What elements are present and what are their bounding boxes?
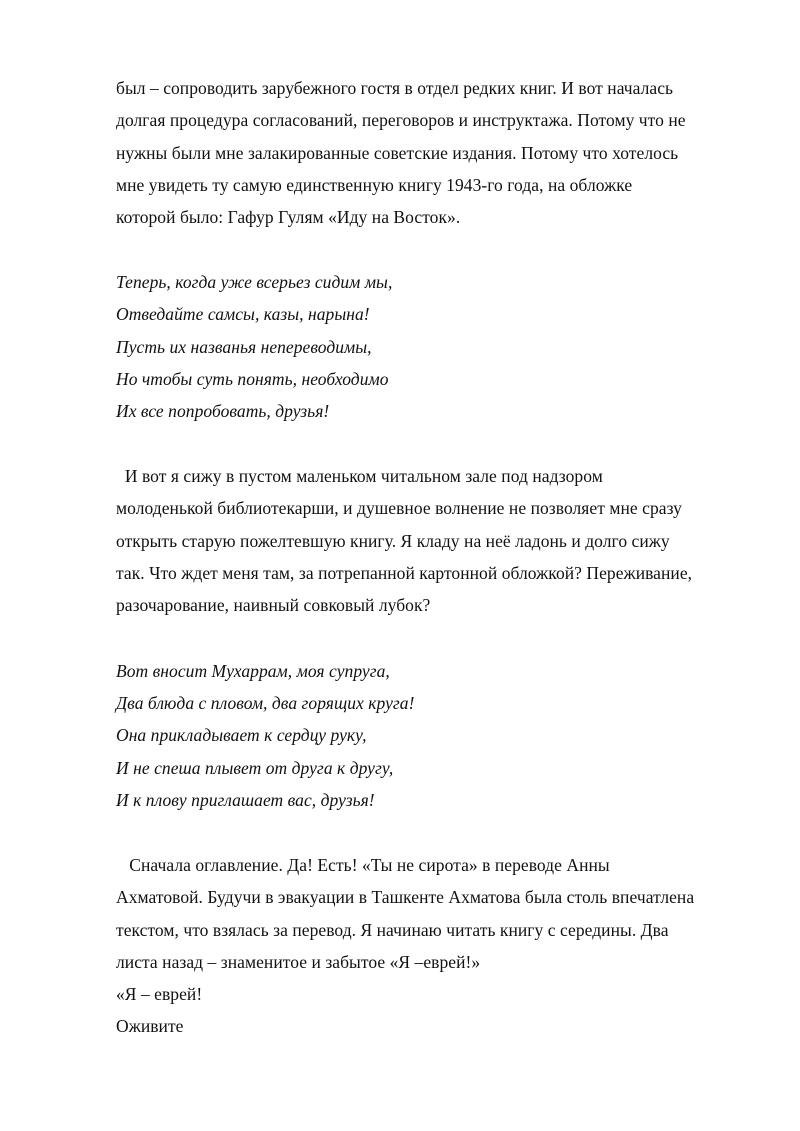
prose-line: был – сопроводить зарубежного гостя в отдел редких книг. И вот началась: [116, 78, 674, 98]
prose-line: молоденькой библиотекарши, и душевное волнение не позволяет мне сразу: [116, 498, 682, 518]
verse-line: Теперь, когда уже всерьез сидим мы,: [116, 272, 393, 292]
verse-line: И не спеша плывет от друга к другу,: [116, 758, 394, 778]
prose-line: открыть старую пожелтевшую книгу. Я кладу на неё ладонь и долго сижу: [116, 531, 670, 551]
verse-line: Отведайте самсы, казы, нарына!: [116, 304, 370, 324]
prose-line: Ахматовой. Будучи в эвакуации в Ташкенте Ахматова была столь впечатлена: [116, 887, 695, 907]
prose-line: разочарование, наивный совковый лубок?: [116, 595, 431, 615]
verse-line: Их все попробовать, друзья!: [116, 401, 330, 421]
verse-line: И к плову приглашает вас, друзья!: [116, 790, 375, 810]
prose-line: листа назад – знаменитое и забытое «Я –еврей!»: [116, 952, 481, 972]
verse-line: Но чтобы суть понять, необходимо: [116, 369, 389, 389]
verse-line: Она прикладывает к сердцу руку,: [116, 725, 367, 745]
prose-line: мне увидеть ту самую единственную книгу 1943-го года, на обложке: [116, 175, 633, 195]
verse-line: Два блюда с пловом, два горящих круга!: [116, 693, 415, 713]
prose-line: долгая процедура согласований, переговоров и инструктажа. Потому что не: [116, 110, 686, 130]
prose-line: так. Что ждет меня там, за потрепанной картонной обложкой? Переживание,: [116, 563, 693, 583]
prose-line: которой было: Гафур Гулям «Иду на Восток».: [116, 207, 461, 227]
verse-line: Вот вносит Мухаррам, моя супруга,: [116, 661, 390, 681]
verse-line: Пусть их названья непереводимы,: [116, 337, 372, 357]
prose-line: нужны были мне залакированные советские издания. Потому что хотелось: [116, 143, 679, 163]
prose-line: Сначала оглавление. Да! Есть! «Ты не сирота» в переводе Анны: [116, 855, 610, 875]
prose-line: «Я – еврей!: [116, 984, 203, 1004]
prose-line: текстом, что взялась за перевод. Я начинаю читать книгу с середины. Два: [116, 920, 669, 940]
prose-line: Оживите: [116, 1016, 184, 1036]
prose-line: И вот я сижу в пустом маленьком читальном зале под надзором: [116, 466, 603, 486]
